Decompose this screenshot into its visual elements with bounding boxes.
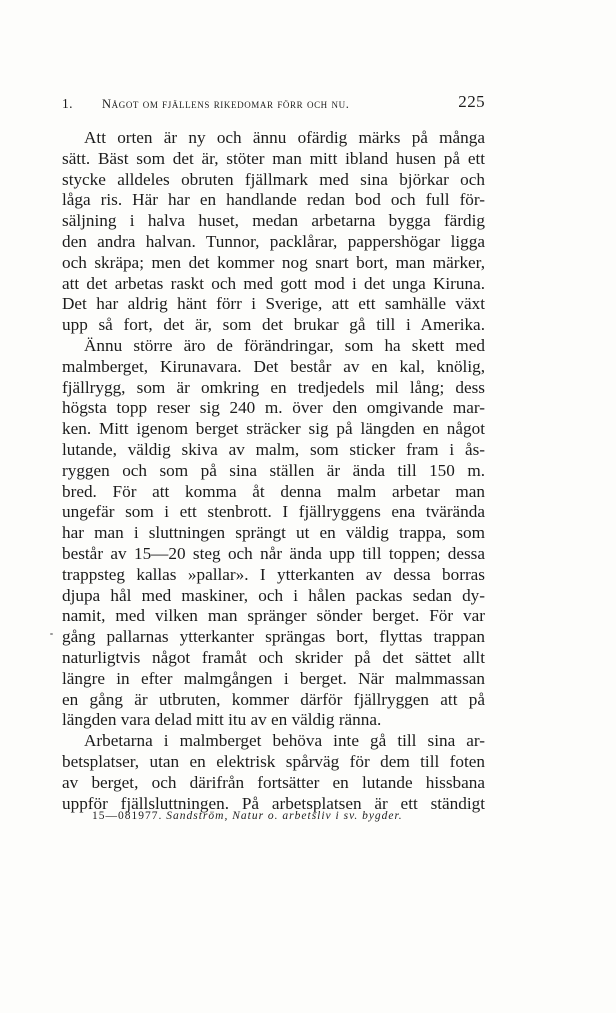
text-line: Det har aldrig hänt förr i Sverige, att ett samhälle växt <box>62 294 485 314</box>
book-imprint: Sandström, Natur o. arbetsliv i sv. bygder. <box>166 810 403 822</box>
text-line: fjällrygg, som är omkring en tredjedels mil lång; dess <box>62 377 485 397</box>
text-line: ken. Mitt igenom berget sträcker sig på längden en något <box>62 419 485 439</box>
text-line: säljning i halva huset, medan arbetarna bygga färdig <box>62 211 485 231</box>
text-line: ungefär som i ett stenbrott. I fjällryggens ena tvärända <box>62 502 485 522</box>
printer-signature-footer <box>92 810 403 822</box>
text-line: sätt. Bäst som det är, stöter man mitt ibland husen på ett <box>62 148 485 168</box>
text-line: ryggen och som på sina ställen är ända till 150 m. <box>62 460 485 480</box>
signature-mark: 15—081977. <box>92 810 163 822</box>
text-line: bred. För att komma åt denna malm arbetar man <box>62 481 485 501</box>
text-line: har man i sluttningen sprängt ut en väldig trappa, som <box>62 523 485 543</box>
text-line: lutande, väldig skiva av malm, som sticker fram i ås- <box>62 439 485 459</box>
text-line: Arbetarna i malmberget behöva inte gå till sina ar- <box>84 731 485 751</box>
text-line: malmberget, Kirunavara. Det består av en kal, knölig, <box>62 356 485 376</box>
body-text <box>62 128 485 814</box>
text-line: att det arbetas raskt och med gott mod i det unga Kiruna. <box>62 273 485 293</box>
text-line: namit, med vilken man spränger sönder berget. För var <box>62 606 485 626</box>
text-line: gång pallarnas ytterkanter sprängas bort, flyttas trappan <box>62 627 485 647</box>
text-line: uppför fjällsluttningen. På arbetsplatsen är ett ständigt <box>62 793 485 813</box>
text-line: upp så fort, det är, som det brukar gå till i Amerika. <box>62 315 485 335</box>
text-line: Att orten är ny och ännu ofärdig märks på många <box>84 128 485 147</box>
text-line: trappsteg kallas »pallar». I ytterkanten av dessa borras <box>62 564 485 584</box>
page-number: 225 <box>458 92 485 111</box>
text-line: högsta topp reser sig 240 m. över den omgivande mar- <box>62 398 485 418</box>
chapter-number: 1. <box>62 96 73 111</box>
paper-speck <box>50 633 53 635</box>
text-line: längre in efter malmgången i berget. När malmmassan <box>62 668 485 688</box>
text-line: den andra halvan. Tunnor, packlårar, pappershögar ligga <box>62 231 485 251</box>
text-line: består av 15—20 steg och når ända upp till toppen; dessa <box>62 543 485 563</box>
text-line: djupa hål med maskiner, och i hålen packas sedan dy- <box>62 585 485 605</box>
chapter-title: Något om fjällens rikedomar förr och nu. <box>102 97 350 111</box>
text-line: en gång är utbruten, kommer därför fjällryggen att på <box>62 689 485 709</box>
running-head <box>62 94 485 114</box>
text-line: och skräpa; men det kommer nog snart bort, man märker, <box>62 252 485 272</box>
text-line: längden vara delad mitt itu av en väldig ränna. <box>62 710 382 730</box>
text-line: naturligtvis något framåt och skrider på det sättet allt <box>62 647 485 667</box>
text-line: av berget, och därifrån fortsätter en lutande hissbana <box>62 772 485 792</box>
text-line: Ännu större äro de förändringar, som ha skett med <box>84 335 485 355</box>
text-line: betsplatser, utan en elektrisk spårväg för dem till foten <box>62 751 485 771</box>
text-line: stycke alldeles obruten fjällmark med sina björkar och <box>62 169 485 189</box>
text-line: låga ris. Här har en handlande redan bod och full för- <box>62 190 485 210</box>
